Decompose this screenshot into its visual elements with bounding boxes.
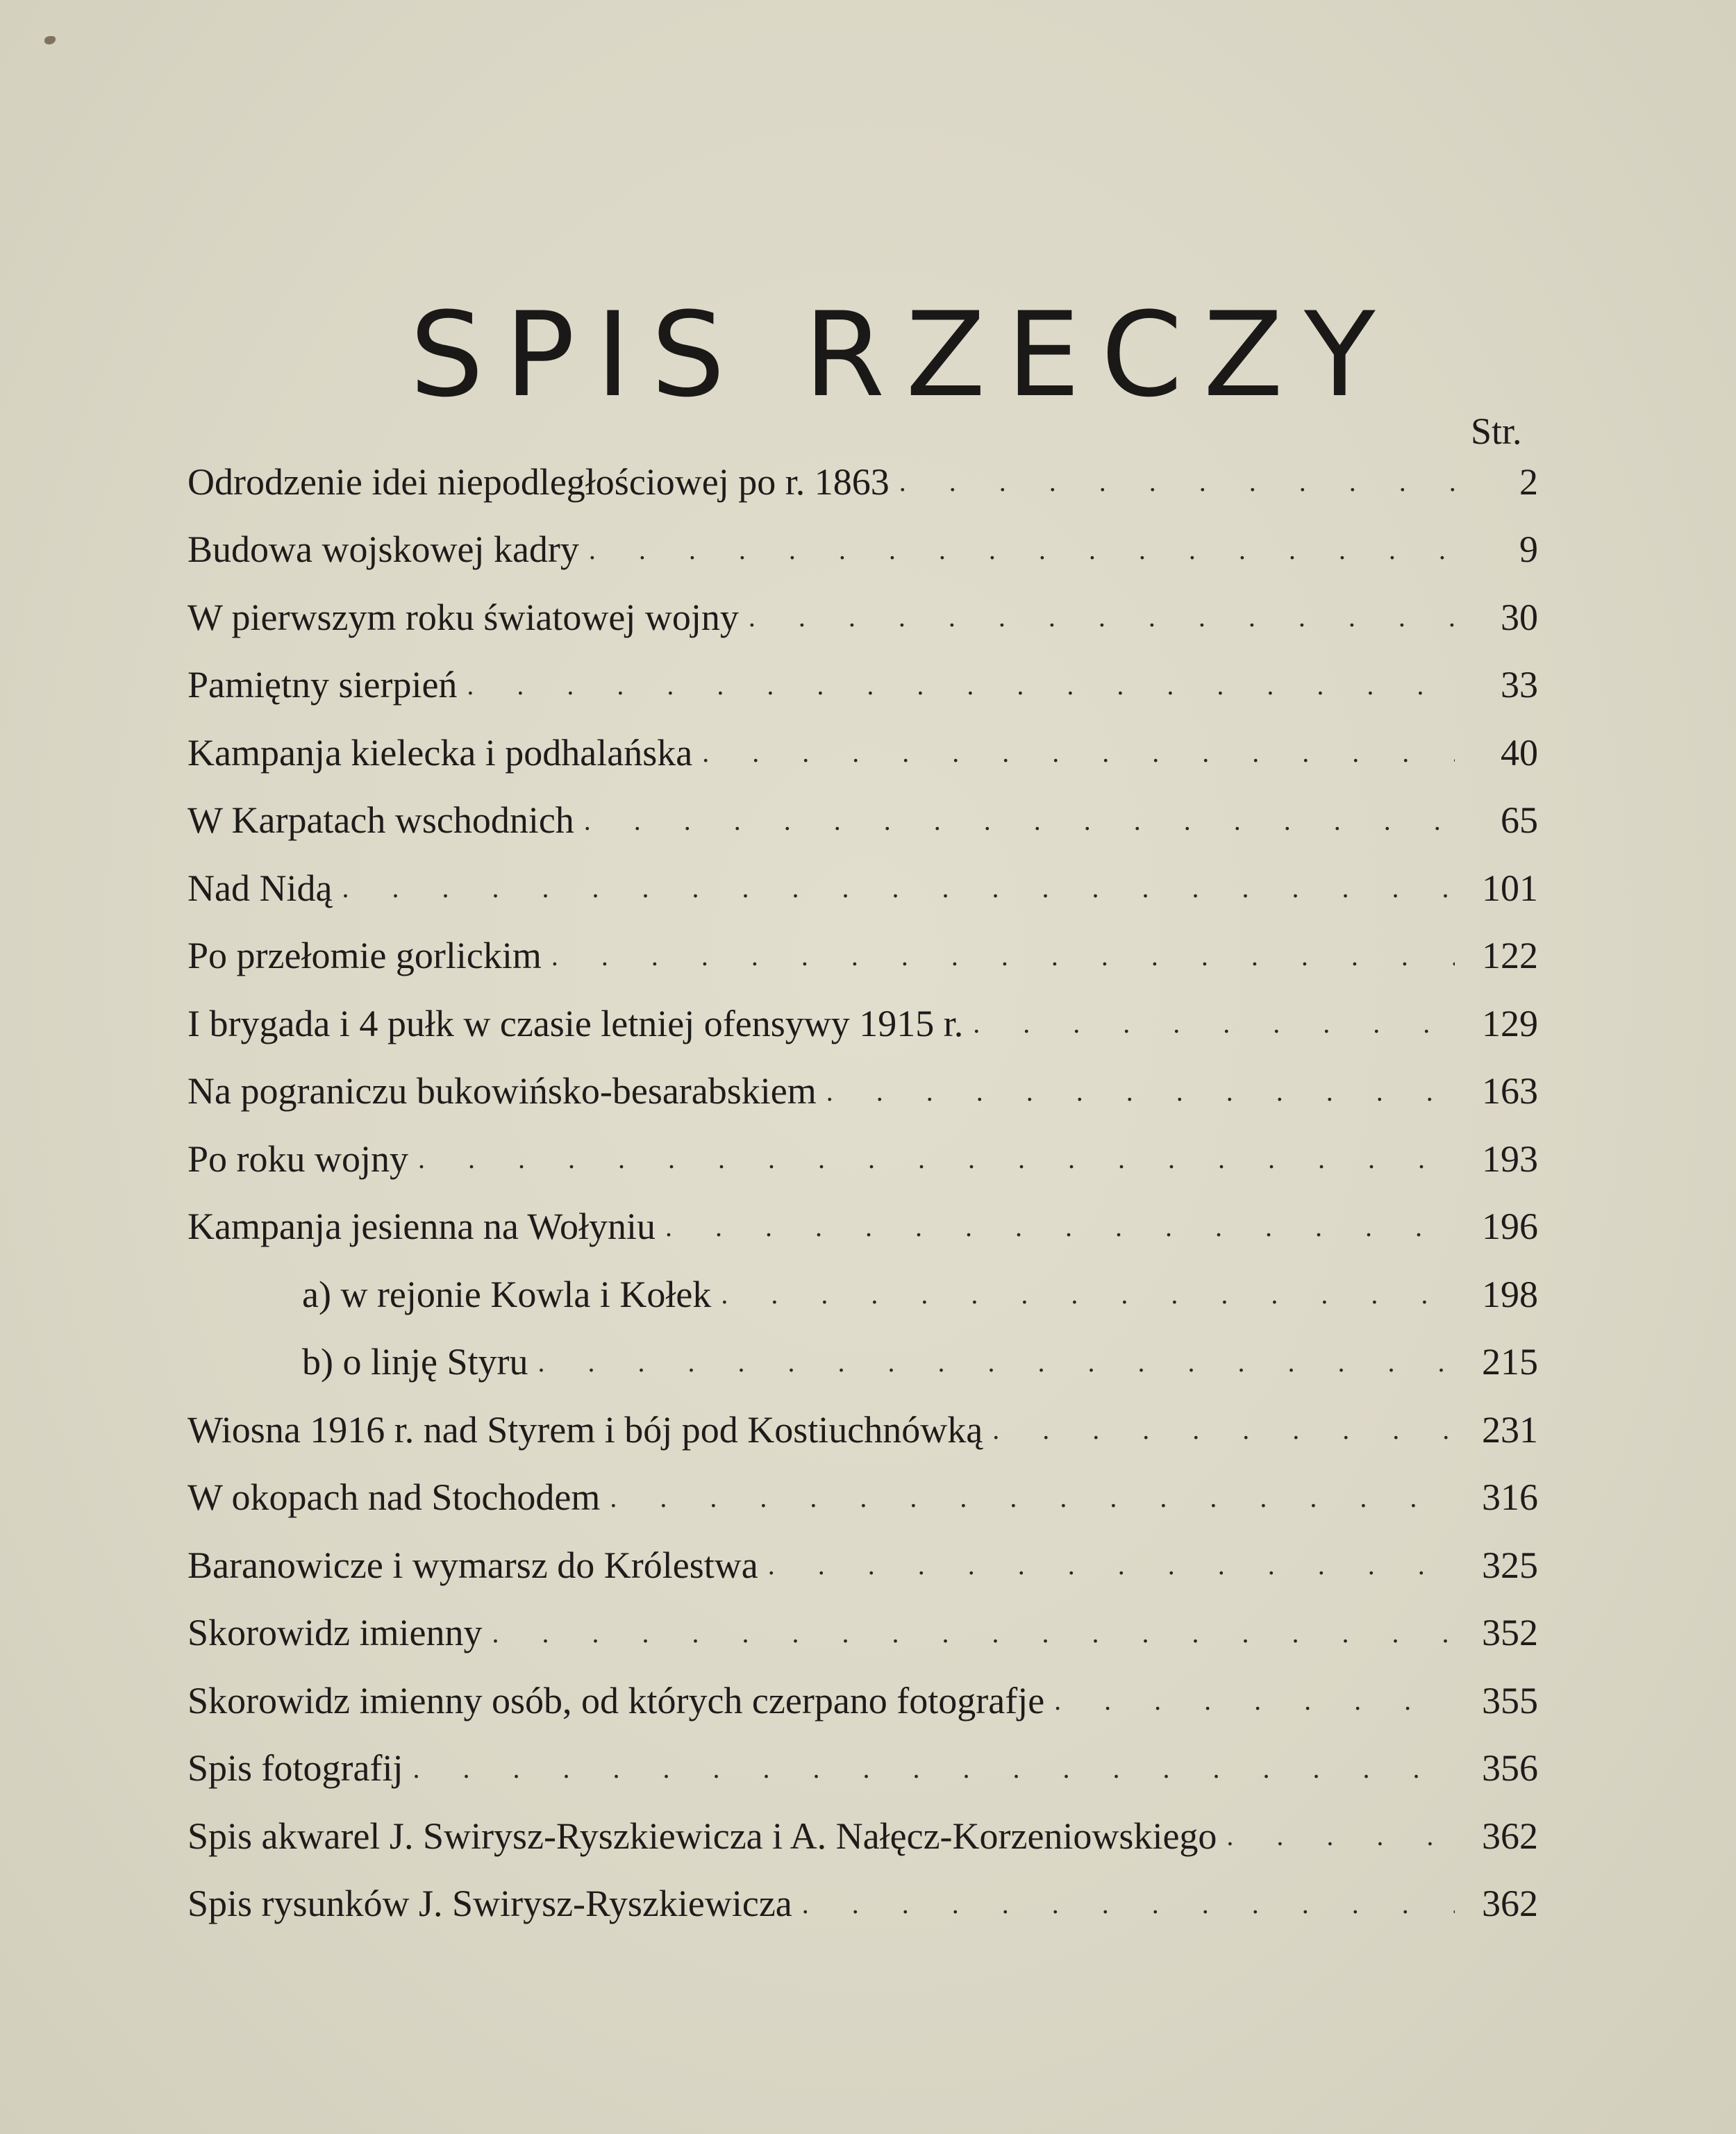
dot-leader <box>899 465 1455 498</box>
page-column-header: Str. <box>1471 410 1522 452</box>
page-title: SPIS RZECZY <box>410 286 1396 423</box>
dot-leader <box>589 533 1455 566</box>
entry-page: 65 <box>1501 799 1538 842</box>
dot-leader <box>992 1413 1455 1446</box>
entry-page: 356 <box>1482 1747 1538 1790</box>
toc-entry <box>187 1464 1538 1532</box>
dot-leader <box>768 1549 1455 1581</box>
dot-leader <box>702 736 1455 769</box>
dot-leader <box>973 1007 1455 1040</box>
dot-leader <box>1054 1684 1455 1717</box>
entry-page: 30 <box>1501 596 1538 638</box>
entry-title: a) w rejonie Kowla i Kołek <box>302 1273 712 1315</box>
entry-title: Skorowidz imienny <box>187 1612 483 1654</box>
dot-leader <box>584 804 1455 837</box>
entry-title: Nad Nidą <box>187 867 333 909</box>
entry-page: 355 <box>1482 1679 1538 1722</box>
entry-title: Wiosna 1916 r. nad Styrem i bój pod Kostiuchnówką <box>187 1408 983 1451</box>
toc-entry <box>187 1870 1538 1938</box>
entry-page: 2 <box>1519 460 1538 503</box>
entry-title: Budowa wojskowej kadry <box>187 528 579 571</box>
entry-title: Baranowicze i wymarsz do Królestwa <box>187 1544 758 1586</box>
entry-page: 231 <box>1482 1408 1538 1451</box>
dot-leader <box>412 1752 1455 1785</box>
toc-entry <box>187 1125 1538 1193</box>
dot-leader <box>721 1278 1455 1310</box>
dot-leader <box>610 1481 1455 1514</box>
entry-title: Na pograniczu bukowińsko-besarabskiem <box>187 1070 817 1112</box>
toc-entry <box>187 1667 1538 1735</box>
toc-entry <box>187 1396 1538 1464</box>
entry-title: Po roku wojny <box>187 1137 409 1180</box>
toc-entry <box>187 583 1538 651</box>
entry-title: Spis fotografij <box>187 1747 403 1790</box>
toc-entry <box>187 1193 1538 1261</box>
dot-leader <box>802 1887 1455 1920</box>
toc-entry <box>187 1531 1538 1599</box>
toc-entry <box>187 719 1538 787</box>
dot-leader <box>418 1142 1455 1175</box>
dot-leader <box>342 872 1455 904</box>
toc-entry <box>187 854 1538 922</box>
entry-page: 316 <box>1482 1476 1538 1519</box>
entry-title: Spis akwarel J. Swirysz-Ryszkiewicza i A. Nałęcz-Korzeniowskiego <box>187 1815 1217 1857</box>
entry-page: 33 <box>1501 664 1538 706</box>
entry-title: W Karpatach wschodnich <box>187 799 574 842</box>
entry-page: 129 <box>1482 1002 1538 1044</box>
dot-leader <box>492 1617 1455 1649</box>
entry-title: Odrodzenie idei niepodległościowej po r. 1863 <box>187 460 890 503</box>
entry-title: Kampanja kielecka i podhalańska <box>187 731 693 774</box>
toc-entry <box>187 990 1538 1058</box>
entry-page: 215 <box>1482 1341 1538 1383</box>
entry-title: Spis rysunków J. Swirysz-Ryszkiewicza <box>187 1883 792 1925</box>
entry-title: W pierwszym roku światowej wojny <box>187 596 739 638</box>
toc-subentry <box>187 1328 1538 1397</box>
entry-title: Skorowidz imienny osób, od których czerpano fotografje <box>187 1679 1045 1722</box>
entry-title: Pamiętny sierpień <box>187 664 458 706</box>
toc-subentry <box>187 1260 1538 1328</box>
dot-leader <box>467 669 1455 701</box>
entry-page: 325 <box>1482 1544 1538 1586</box>
entry-page: 9 <box>1519 528 1538 571</box>
entry-title: W okopach nad Stochodem <box>187 1476 601 1519</box>
entry-page: 193 <box>1482 1137 1538 1180</box>
entry-page: 198 <box>1482 1273 1538 1315</box>
dot-leader <box>551 940 1455 972</box>
dot-leader <box>1226 1819 1455 1852</box>
toc-entry <box>187 787 1538 855</box>
toc-entry <box>187 922 1538 990</box>
entry-page: 122 <box>1482 935 1538 977</box>
toc-entry <box>187 516 1538 584</box>
toc-entry <box>187 1735 1538 1803</box>
entry-page: 40 <box>1501 731 1538 774</box>
entry-page: 362 <box>1482 1815 1538 1857</box>
table-of-contents <box>187 448 1538 1937</box>
entry-page: 196 <box>1482 1206 1538 1248</box>
dot-leader <box>665 1210 1455 1243</box>
dot-leader <box>537 1346 1455 1378</box>
entry-page: 352 <box>1482 1612 1538 1654</box>
toc-entry <box>187 1802 1538 1870</box>
toc-entry <box>187 651 1538 719</box>
entry-title: b) o linję Styru <box>302 1341 528 1383</box>
toc-entry <box>187 1058 1538 1126</box>
entry-title: Po przełomie gorlickim <box>187 935 542 977</box>
entry-page: 101 <box>1482 867 1538 909</box>
entry-title: I brygada i 4 pułk w czasie letniej ofensywy 1915 r. <box>187 1002 964 1044</box>
dot-leader <box>826 1075 1455 1108</box>
entry-title: Kampanja jesienna na Wołyniu <box>187 1206 656 1248</box>
toc-entry <box>187 1599 1538 1667</box>
dot-leader <box>749 601 1455 633</box>
entry-page: 163 <box>1482 1070 1538 1112</box>
entry-page: 362 <box>1482 1883 1538 1925</box>
toc-entry <box>187 448 1538 516</box>
